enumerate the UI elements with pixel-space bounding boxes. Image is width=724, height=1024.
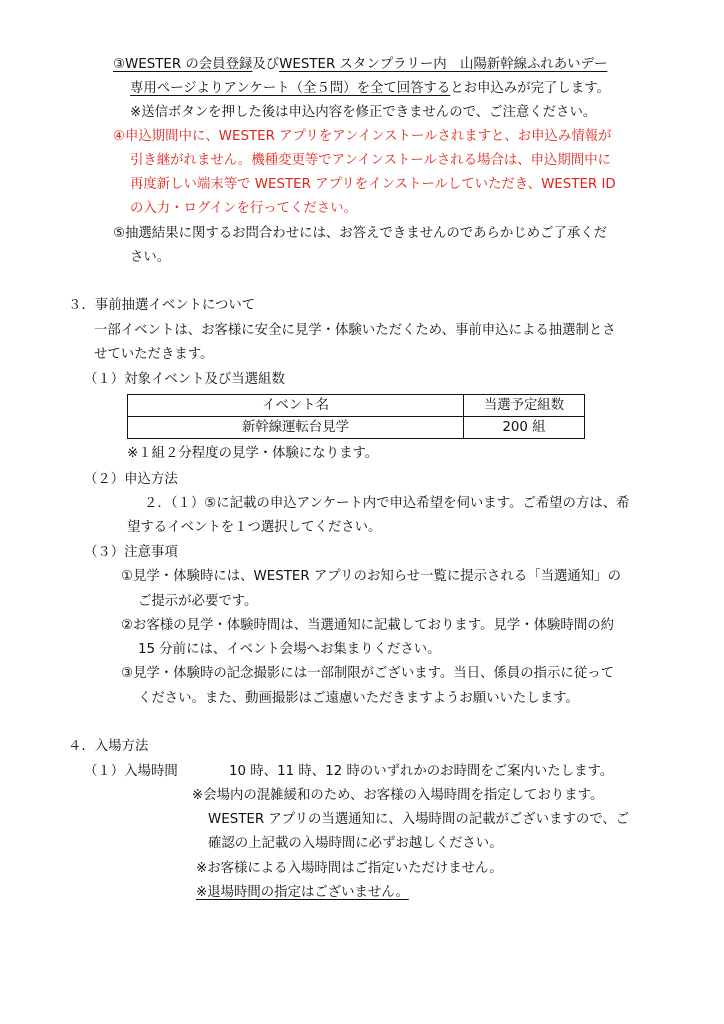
sub4-1-note3: ※お客様による入場時間はご指定いただけません。 bbox=[196, 861, 503, 876]
table-header-groups: 当選予定組数 bbox=[464, 395, 585, 417]
sub4-1-text: 10 時、11 時、12 時のいずれかのお時間をご案内いたします。 bbox=[229, 764, 614, 779]
item4-line3: 再度新しい端末等で WESTER アプリをインストールしていただき、WESTER ID bbox=[130, 177, 616, 192]
table-cell-event: 新幹線運転台見学 bbox=[128, 417, 464, 439]
table-row bbox=[128, 417, 585, 439]
sub3-item2-line1: ②お客様の見学・体験時間は、当選通知に記載しております。見学・体験時間の約 bbox=[121, 618, 614, 633]
section3-intro-line1: 一部イベントは、お客様に安全に見学・体験いただくため、事前申込による抽選制とさ bbox=[94, 323, 616, 338]
item3-line2-underlined: 専用ページよりアンケート（全５問）を全て回答する bbox=[130, 81, 451, 96]
sub4-1-note2-line1: WESTER アプリの当選通知に、入場時間の記載がございますので、ご bbox=[208, 812, 630, 827]
sub3-item1-line1: ①見学・体験時には、WESTER アプリのお知らせ一覧に提示される「当選通知」の bbox=[121, 569, 621, 584]
sub3-heading: （３）注意事項 bbox=[84, 545, 178, 560]
sub3-item2-line2: 15 分前には、イベント会場へお集まりください。 bbox=[138, 642, 441, 657]
section3-heading: ３．事前抽選イベントについて bbox=[68, 298, 256, 313]
item3-line1-underlined-a: ③WESTER の会員登録 bbox=[113, 57, 253, 72]
table-cell-groups: 200 組 bbox=[464, 417, 585, 439]
sub1-heading: （１）対象イベント及び当選組数 bbox=[84, 372, 285, 387]
section4-heading: ４．入場方法 bbox=[68, 739, 149, 754]
item3-line2 bbox=[130, 80, 610, 98]
item3-line2-plain: とお申込みが完了します。 bbox=[450, 81, 610, 96]
sub3-item3-line1: ③見学・体験時の記念撮影には一部制限がございます。当日、係員の指示に従って bbox=[121, 666, 614, 681]
item3-line1-underlined-c: WESTER スタンプラリー内 山陽新幹線ふれあいデー bbox=[279, 57, 608, 72]
section3-intro-line2: せていただきます。 bbox=[94, 347, 214, 362]
item3-line1 bbox=[113, 56, 607, 74]
sub4-1-note2-line2: 確認の上記載の入場時間に必ずお越しください。 bbox=[208, 836, 503, 851]
sub4-1-label: （１）入場時間 bbox=[84, 764, 178, 779]
sub2-heading: （２）申込方法 bbox=[84, 472, 178, 487]
event-table bbox=[127, 394, 585, 439]
table-header-event-name: イベント名 bbox=[128, 395, 464, 417]
sub1-note: ※１組２分程度の見学・体験になります。 bbox=[127, 446, 379, 461]
sub2-line2: 望するイベントを１つ選択してください。 bbox=[127, 520, 382, 535]
item4-line1: ④申込期間中に、WESTER アプリをアンインストールされますと、お申込み情報が bbox=[113, 129, 612, 144]
item5-line1: ⑤抽選結果に関するお問合わせには、お答えできませんのであらかじめご了承くだ bbox=[113, 226, 608, 241]
item3-line1-plain: 及び bbox=[252, 57, 280, 72]
sub3-item3-line2: ください。また、動画撮影はご遠慮いただきますようお願いいたします。 bbox=[138, 691, 579, 706]
item4-line4: の入力・ログインを行ってください。 bbox=[130, 201, 357, 216]
table-header-row bbox=[128, 395, 585, 417]
sub2-line1: ２．（１）⑤に記載の申込アンケート内で申込希望を伺います。ご希望の方は、希 bbox=[144, 496, 630, 511]
sub3-item1-line2: ご提示が必要です。 bbox=[138, 594, 258, 609]
item5-line2: さい。 bbox=[130, 250, 171, 265]
item4-line2: 引き継がれません。機種変更等でアンインストールされる場合は、申込期間中に bbox=[130, 153, 611, 168]
item3-note: ※送信ボタンを押した後は申込内容を修正できませんので、ご注意ください。 bbox=[130, 105, 597, 120]
sub4-1-note1: ※会場内の混雑緩和のため、お客様の入場時間を指定しております。 bbox=[192, 788, 604, 803]
sub4-1-note4: ※退場時間の指定はございません。 bbox=[196, 885, 409, 900]
